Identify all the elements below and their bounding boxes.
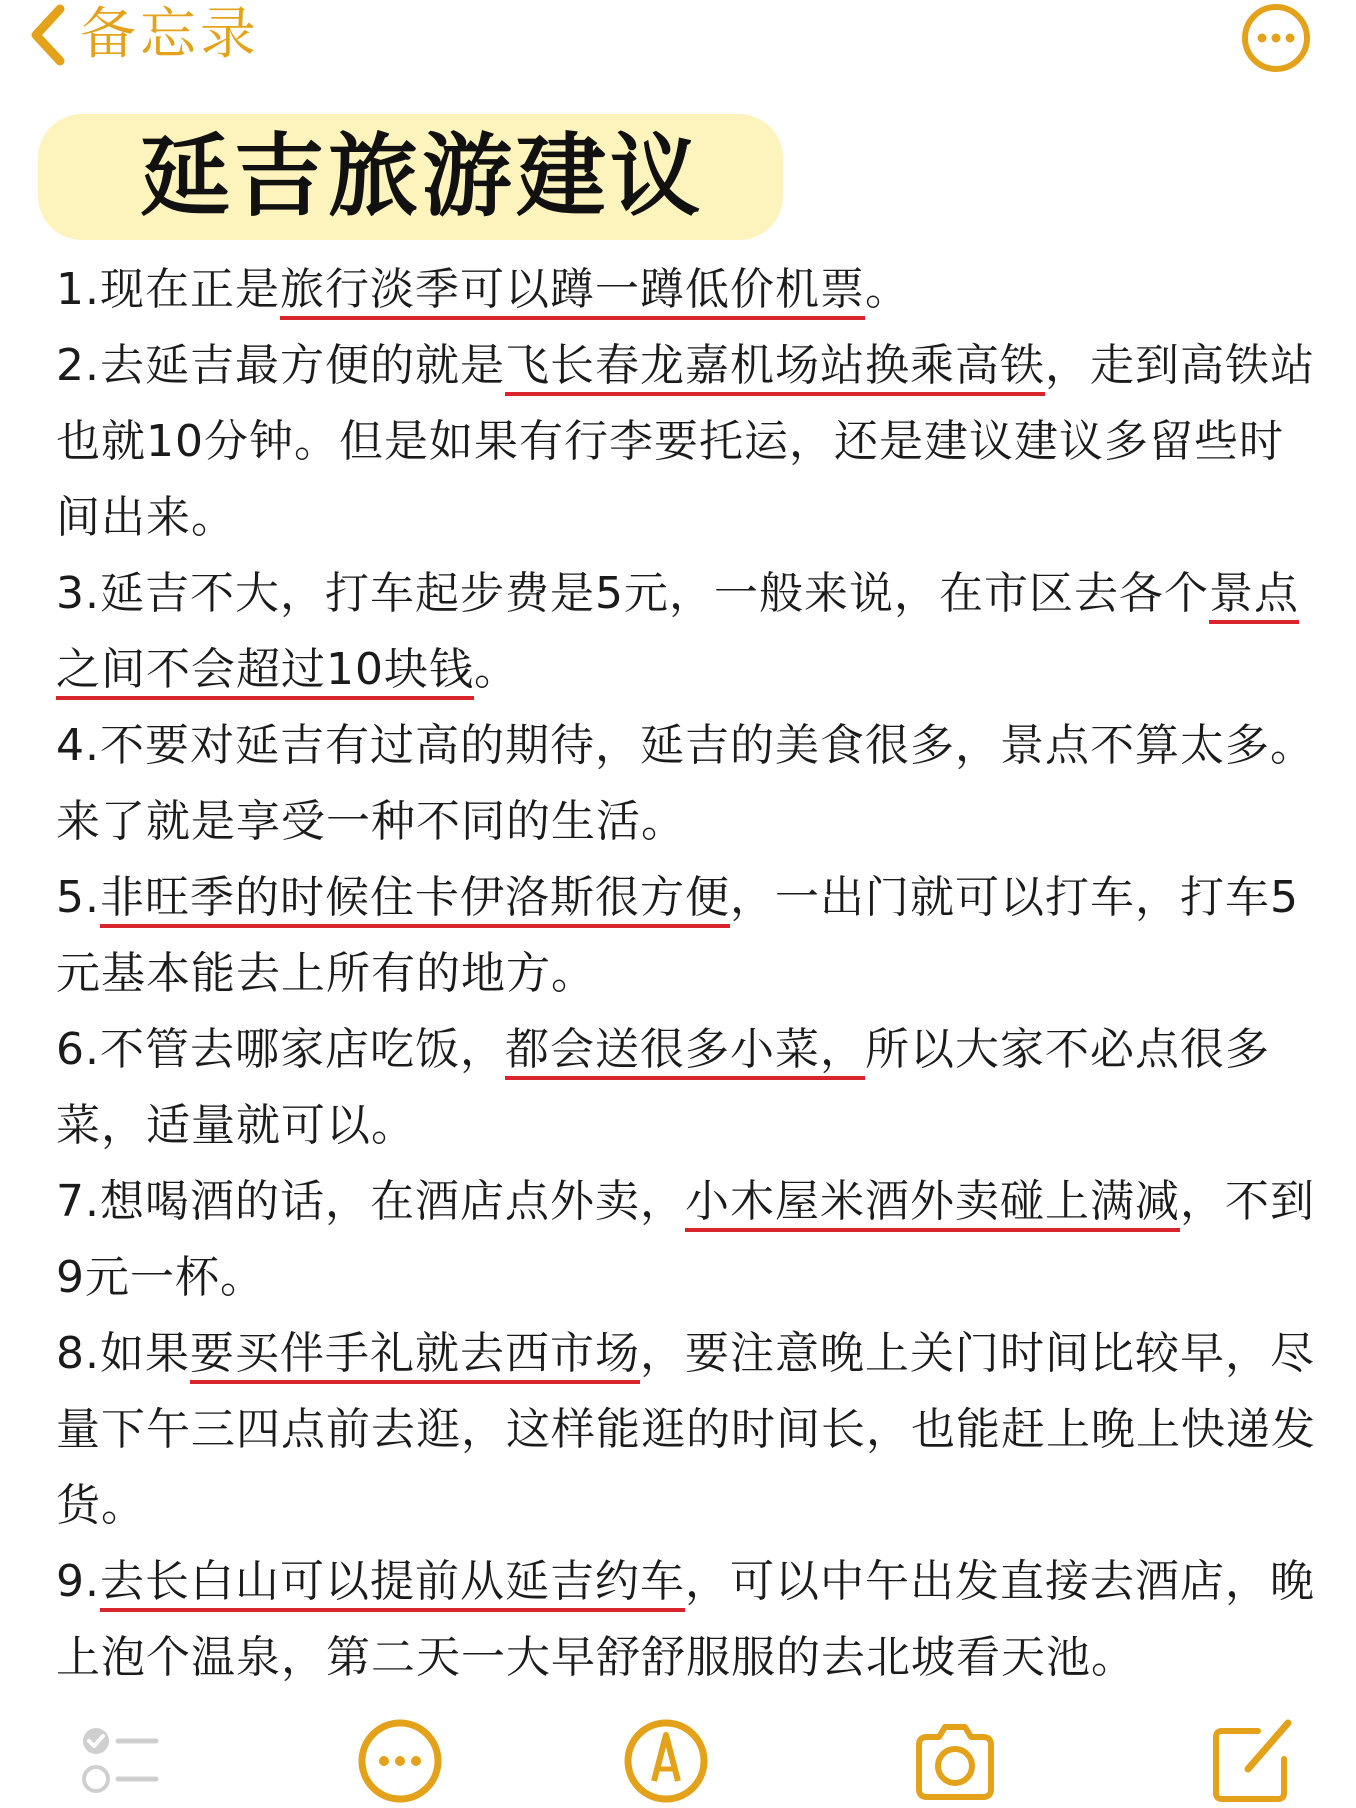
text-segment: 1.现在正是 [56,264,280,315]
note-paragraph [56,1164,1326,1316]
checklist-icon [72,1709,168,1805]
text-segment: 。 [864,264,910,315]
text-segment: 9. [56,1556,100,1607]
note-paragraph [56,1012,1326,1164]
underlined-text: 飞长春龙嘉机场站换乘高铁 [504,340,1045,391]
text-segment: ，要注意晚上关门时间比较早，尽量下午三四点前去逛，这样能逛的时间长，也能赶上晚上快递发货。 [56,1328,1316,1531]
note-paragraph [56,708,1326,860]
text-segment: 3.延吉不大，打车起步费是5元，一般来说，在市区去各个 [56,568,1209,619]
note-paragraph [56,556,1326,708]
note-paragraph [56,252,1326,328]
compose-button[interactable] [1192,1706,1312,1808]
note-title-highlight [38,114,783,240]
underlined-text: 要买伴手礼就去西市场 [189,1328,640,1379]
checklist-button[interactable] [60,1706,180,1808]
camera-button[interactable] [890,1706,1020,1808]
text-segment: 6.不管去哪家店吃饭， [56,1024,505,1075]
text-segment: 2.去延吉最方便的就是 [56,340,505,391]
note-body[interactable] [56,252,1326,1696]
back-label: 备忘录 [80,2,260,67]
underlined-text: 小木屋米酒外卖碰上满减 [684,1176,1180,1227]
text-segment: ，走到高铁站也就10分钟。但是如果有行李要托运，还是建议建议多留些时间出来。 [56,340,1315,543]
more-actions-button[interactable] [340,1706,460,1808]
text-segment: 。 [474,644,519,695]
underlined-text: 旅行淡季可以蹲一蹲低价机票 [279,264,865,315]
text-segment: ，可以中午出发直接去酒店，晚上泡个温泉，第二天一大早舒舒服服的去北坡看天池。 [56,1556,1315,1683]
text-segment: 8.如果 [56,1328,190,1379]
more-circle-icon [1236,0,1316,80]
underlined-text: 景点之间不会超过10块钱 [56,568,1299,695]
navigation-bar [0,0,1356,80]
bottom-toolbar [0,1706,1356,1808]
note-paragraph [56,328,1326,556]
note-title: 延吉旅游建议 [140,124,704,229]
chevron-left-icon [28,3,68,67]
back-button[interactable] [28,0,260,70]
more-options-button[interactable] [1236,0,1316,80]
text-segment: 7.想喝酒的话，在酒店点外卖， [56,1176,685,1227]
text-segment: 5. [56,872,100,923]
text-segment: ，不到9元一杯。 [56,1176,1315,1303]
note-paragraph [56,860,1326,1012]
markup-button[interactable] [606,1706,726,1808]
underlined-text: 都会送很多小菜， [504,1024,865,1075]
compose-icon [1204,1709,1300,1805]
more-circle-icon [352,1709,448,1805]
underlined-text: 去长白山可以提前从延吉约车 [99,1556,685,1607]
camera-icon [907,1709,1003,1805]
note-paragraph [56,1544,1326,1696]
underlined-text: 非旺季的时候住卡伊洛斯很方便 [99,872,730,923]
note-paragraph [56,1316,1326,1544]
text-segment: ，一出门就可以打车，打车5元基本能去上所有的地方。 [56,872,1299,999]
text-segment: 4.不要对延吉有过高的期待，延吉的美食很多，景点不算太多。来了就是享受一种不同的生活。 [56,720,1315,847]
markup-pen-icon [618,1709,714,1805]
text-segment: 所以大家不必点很多菜，适量就可以。 [56,1024,1270,1151]
